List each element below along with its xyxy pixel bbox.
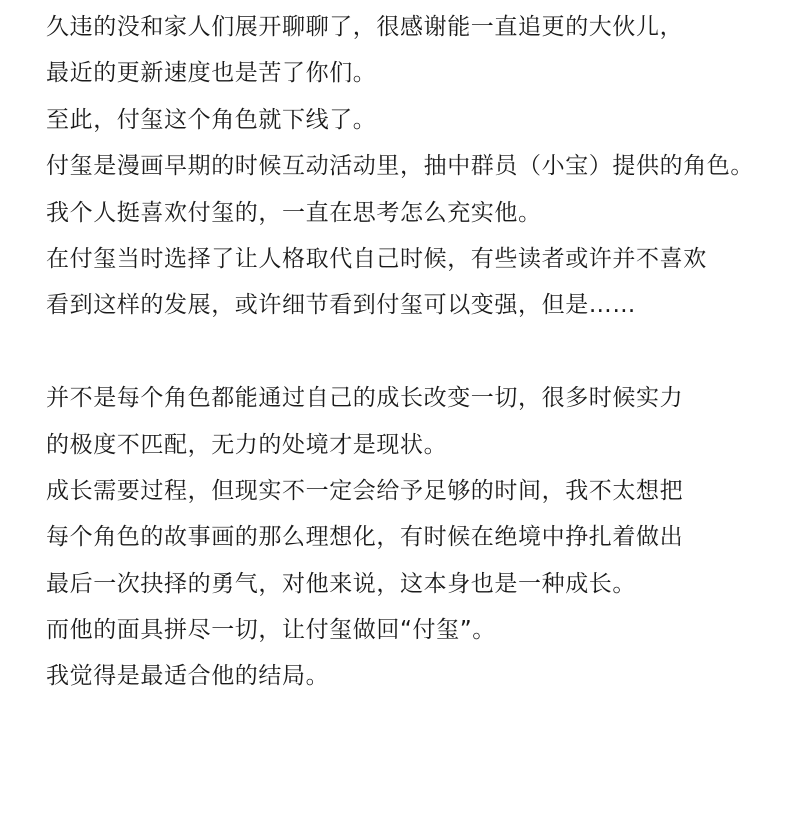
text-line: 看到这样的发展，或许细节看到付玺可以变强，但是…… (46, 292, 636, 319)
text-line: 在付玺当时选择了让人格取代自己时候，有些读者或许并不喜欢 (46, 245, 707, 272)
paragraph-2 (46, 375, 796, 700)
text-line: 久违的没和家人们展开聊聊了，很感谢能一直追更的大伙儿， (46, 14, 684, 40)
text-line: 至此，付玺这个角色就下线了。 (46, 106, 377, 133)
text-line: 我个人挺喜欢付玺的，一直在思考怎么充实他。 (46, 199, 542, 226)
text-line: 并不是每个角色都能通过自己的成长改变一切，很多时候实力 (46, 385, 684, 412)
paragraph-gap (46, 329, 796, 375)
text-line: 成长需要过程，但现实不一定会给予足够的时间，我不太想把 (46, 477, 684, 504)
text-line: 最近的更新速度也是苦了你们。 (46, 60, 377, 87)
text-line: 每个角色的故事画的那么理想化，有时候在绝境中挣扎着做出 (46, 524, 684, 551)
text-line: 的极度不匹配，无力的处境才是现状。 (46, 431, 448, 458)
author-note (46, 4, 796, 700)
paragraph-1 (46, 4, 796, 329)
text-line: 我觉得是最适合他的结局。 (46, 663, 330, 690)
text-line: 最后一次抉择的勇气，对他来说，这本身也是一种成长。 (46, 570, 636, 597)
text-line: 而他的面具拼尽一切，让付玺做回“付玺”。 (46, 617, 496, 644)
text-line: 付玺是漫画早期的时候互动活动里，抽中群员（小宝）提供的角色。 (46, 153, 754, 180)
